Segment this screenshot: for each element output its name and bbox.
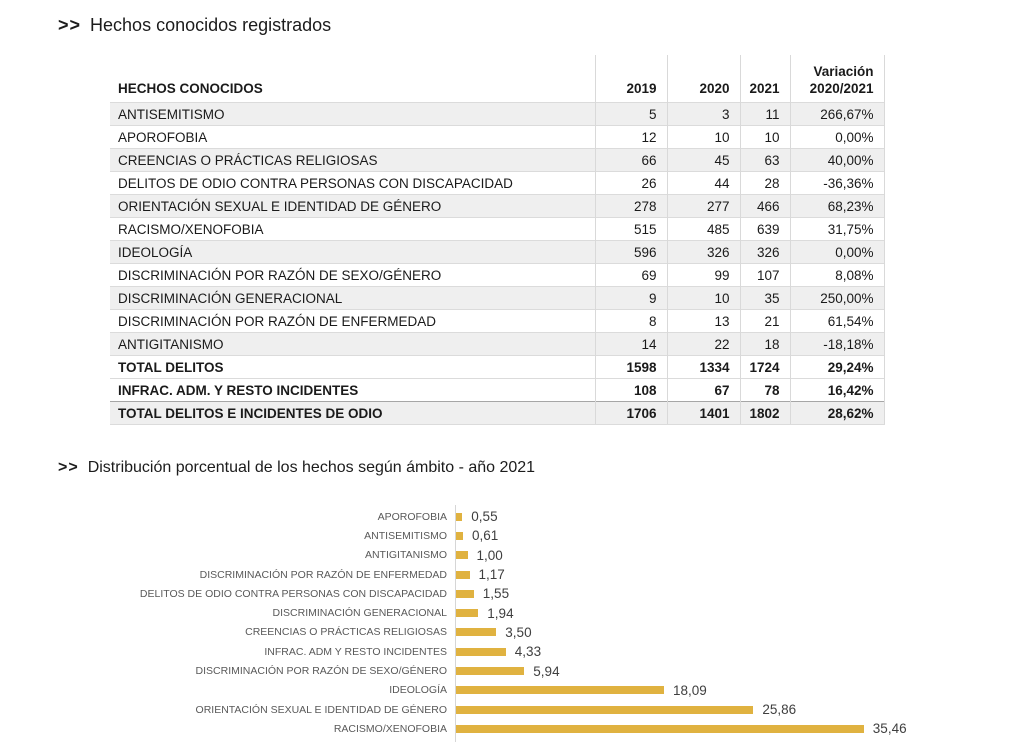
- cell-2019: 5: [595, 103, 667, 126]
- cell-2019: 12: [595, 126, 667, 149]
- chart-plot: [455, 528, 498, 543]
- cell-2019: 26: [595, 172, 667, 195]
- cell-2019: 278: [595, 195, 667, 218]
- chart-bar: [456, 725, 864, 733]
- chart-value-label: 0,61: [472, 528, 499, 544]
- chart-plot: [455, 567, 505, 582]
- cell-2020: 13: [667, 310, 740, 333]
- chart-category-label: ANTIGITANISMO: [364, 549, 447, 562]
- chart-bar: [456, 609, 478, 617]
- cell-variacion: 250,00%: [790, 287, 884, 310]
- chart-bar: [456, 667, 524, 675]
- cell-label: DISCRIMINACIÓN POR RAZÓN DE ENFERMEDAD: [110, 310, 595, 333]
- cell-2021: 21: [740, 310, 790, 333]
- chart-bar: [456, 628, 496, 636]
- chart-row: [58, 623, 978, 642]
- chart-bar: [456, 706, 753, 714]
- chart-plot: [455, 644, 541, 659]
- chart-row: [58, 584, 978, 603]
- chart-value-label: 1,00: [476, 547, 503, 563]
- section-title-text: Distribución porcentual de los hechos según ámbito - año 2021: [87, 459, 536, 476]
- chart-row: [58, 526, 978, 545]
- chart-value-label: 4,33: [514, 644, 542, 660]
- table-row: [110, 126, 884, 149]
- section-title-text: Hechos conocidos registrados: [90, 15, 332, 35]
- col-header-hechos-conocidos: HECHOS CONOCIDOS: [118, 81, 263, 97]
- cell-2020: 45: [667, 149, 740, 172]
- chart-value-label: 18,09: [673, 682, 707, 698]
- cell-label: DISCRIMINACIÓN GENERACIONAL: [110, 287, 595, 310]
- chart-bar: [456, 551, 468, 559]
- chart-category-label: CREENCIAS O PRÁCTICAS RELIGIOSAS: [245, 626, 447, 639]
- bar-chart: [58, 507, 978, 739]
- table-grand-total-row: [110, 402, 884, 425]
- cell-2020: 44: [667, 172, 740, 195]
- cell-2020: 67: [667, 379, 740, 402]
- cell-2021: 107: [740, 264, 790, 287]
- chart-value-label: 1,94: [487, 605, 514, 621]
- cell-2019: 14: [595, 333, 667, 356]
- cell-label: INFRAC. ADM. Y RESTO INCIDENTES: [110, 379, 595, 402]
- title-marker: >>: [58, 15, 82, 35]
- chart-plot: [455, 683, 707, 698]
- table-total-row: [110, 379, 884, 402]
- chart-category-label: ORIENTACIÓN SEXUAL E IDENTIDAD DE GÉNERO: [195, 703, 447, 716]
- cell-2021: 10: [740, 126, 790, 149]
- cell-variacion: 40,00%: [790, 149, 884, 172]
- cell-2021: 28: [740, 172, 790, 195]
- cell-label: APOROFOBIA: [110, 126, 595, 149]
- cell-2020: 22: [667, 333, 740, 356]
- chart-value-label: 3,50: [505, 624, 532, 640]
- cell-variacion: 0,00%: [790, 241, 884, 264]
- chart-category-label: RACISMO/XENOFOBIA: [333, 722, 447, 735]
- chart-value-label: 1,55: [482, 586, 510, 602]
- table-row: [110, 103, 884, 126]
- chart-row: [58, 661, 978, 680]
- cell-variacion: -36,36%: [790, 172, 884, 195]
- table-row: [110, 195, 884, 218]
- cell-2021: 18: [740, 333, 790, 356]
- chart-axis-line: [455, 505, 456, 742]
- chart-category-label: DISCRIMINACIÓN POR RAZÓN DE ENFERMEDAD: [199, 568, 447, 581]
- col-header-variacion: [790, 55, 884, 103]
- table-total-row: [110, 356, 884, 379]
- chart-plot: [455, 509, 498, 524]
- cell-2021: 1724: [740, 356, 790, 379]
- cell-2019: 66: [595, 149, 667, 172]
- cell-variacion: 8,08%: [790, 264, 884, 287]
- cell-2020: 10: [667, 287, 740, 310]
- chart-value-label: 5,94: [533, 663, 560, 679]
- cell-2021: 639: [740, 218, 790, 241]
- cell-label: ANTIGITANISMO: [110, 333, 595, 356]
- chart-category-label: ANTISEMITISMO: [364, 529, 447, 542]
- table-row: [110, 241, 884, 264]
- col-header-2021: 2021: [740, 55, 790, 103]
- chart-value-label: 1,17: [478, 567, 505, 583]
- chart-category-label: DISCRIMINACIÓN POR RAZÓN DE SEXO/GÉNERO: [195, 665, 447, 678]
- col-header-variacion-line1: Variación: [813, 64, 874, 80]
- table-row: [110, 172, 884, 195]
- chart-row: [58, 507, 978, 526]
- table-row: [110, 310, 884, 333]
- cell-2021: 78: [740, 379, 790, 402]
- cell-variacion: -18,18%: [790, 333, 884, 356]
- chart-plot: [455, 721, 907, 736]
- cell-variacion: 29,24%: [790, 356, 884, 379]
- chart-row: [58, 642, 978, 661]
- chart-row: [58, 700, 978, 719]
- cell-2021: 466: [740, 195, 790, 218]
- cell-2021: 63: [740, 149, 790, 172]
- cell-variacion: 61,54%: [790, 310, 884, 333]
- cell-2020: 326: [667, 241, 740, 264]
- chart-bar: [456, 590, 474, 598]
- cell-variacion: 16,42%: [790, 379, 884, 402]
- chart-plot: [455, 625, 532, 640]
- hechos-conocidos-table: [110, 55, 885, 425]
- chart-category-label: IDEOLOGÍA: [389, 684, 447, 697]
- chart-bar: [456, 532, 463, 540]
- cell-label: CREENCIAS O PRÁCTICAS RELIGIOSAS: [110, 149, 595, 172]
- cell-2021: 35: [740, 287, 790, 310]
- cell-2020: 3: [667, 103, 740, 126]
- chart-plot: [455, 664, 560, 679]
- chart-category-label: DELITOS DE ODIO CONTRA PERSONAS CON DISCAPACIDAD: [139, 587, 447, 600]
- cell-variacion: 266,67%: [790, 103, 884, 126]
- title-marker: >>: [58, 459, 79, 476]
- chart-plot: [455, 606, 514, 621]
- table-header-row: [110, 55, 884, 103]
- table-row: [110, 149, 884, 172]
- cell-variacion: 31,75%: [790, 218, 884, 241]
- cell-label: ORIENTACIÓN SEXUAL E IDENTIDAD DE GÉNERO: [110, 195, 595, 218]
- chart-value-label: 35,46: [872, 721, 907, 737]
- cell-label: ANTISEMITISMO: [110, 103, 595, 126]
- chart-bar: [456, 648, 506, 656]
- cell-2019: 69: [595, 264, 667, 287]
- table-row: [110, 218, 884, 241]
- cell-label: TOTAL DELITOS: [110, 356, 595, 379]
- table-row: [110, 264, 884, 287]
- cell-2021: 11: [740, 103, 790, 126]
- col-header-2020: 2020: [667, 55, 740, 103]
- cell-2020: 99: [667, 264, 740, 287]
- cell-label: RACISMO/XENOFOBIA: [110, 218, 595, 241]
- cell-2020: 1401: [667, 402, 740, 425]
- cell-variacion: 68,23%: [790, 195, 884, 218]
- table-row: [110, 287, 884, 310]
- chart-row: [58, 546, 978, 565]
- chart-plot: [455, 586, 509, 601]
- table-row: [110, 333, 884, 356]
- chart-plot: [455, 548, 503, 563]
- chart-category-label: INFRAC. ADM Y RESTO INCIDENTES: [264, 645, 447, 658]
- cell-2019: 515: [595, 218, 667, 241]
- section-title-hechos-conocidos: [58, 15, 331, 36]
- cell-2019: 1598: [595, 356, 667, 379]
- cell-2019: 596: [595, 241, 667, 264]
- chart-category-label: DISCRIMINACIÓN GENERACIONAL: [272, 607, 447, 620]
- chart-plot: [455, 702, 796, 717]
- cell-2020: 277: [667, 195, 740, 218]
- cell-2019: 8: [595, 310, 667, 333]
- chart-row: [58, 565, 978, 584]
- cell-2021: 326: [740, 241, 790, 264]
- cell-variacion: 0,00%: [790, 126, 884, 149]
- chart-row: [58, 603, 978, 622]
- cell-2019: 1706: [595, 402, 667, 425]
- col-header-2019: 2019: [595, 55, 667, 103]
- cell-label: DELITOS DE ODIO CONTRA PERSONAS CON DISCAPACIDAD: [110, 172, 595, 195]
- cell-label: TOTAL DELITOS E INCIDENTES DE ODIO: [110, 402, 595, 425]
- chart-bar: [456, 571, 470, 579]
- cell-label: IDEOLOGÍA: [110, 241, 595, 264]
- cell-variacion: 28,62%: [790, 402, 884, 425]
- cell-2020: 485: [667, 218, 740, 241]
- cell-2021: 1802: [740, 402, 790, 425]
- chart-category-label: APOROFOBIA: [377, 510, 447, 523]
- chart-value-label: 25,86: [762, 702, 797, 718]
- chart-row: [58, 719, 978, 738]
- cell-2019: 9: [595, 287, 667, 310]
- section-title-distribucion: [58, 459, 535, 477]
- chart-value-label: 0,55: [471, 509, 498, 525]
- chart-bar: [456, 686, 664, 694]
- cell-2019: 108: [595, 379, 667, 402]
- cell-2020: 10: [667, 126, 740, 149]
- col-header-variacion-line2: 2020/2021: [809, 81, 874, 97]
- chart-bar: [456, 513, 462, 521]
- chart-row: [58, 681, 978, 700]
- cell-2020: 1334: [667, 356, 740, 379]
- cell-label: DISCRIMINACIÓN POR RAZÓN DE SEXO/GÉNERO: [110, 264, 595, 287]
